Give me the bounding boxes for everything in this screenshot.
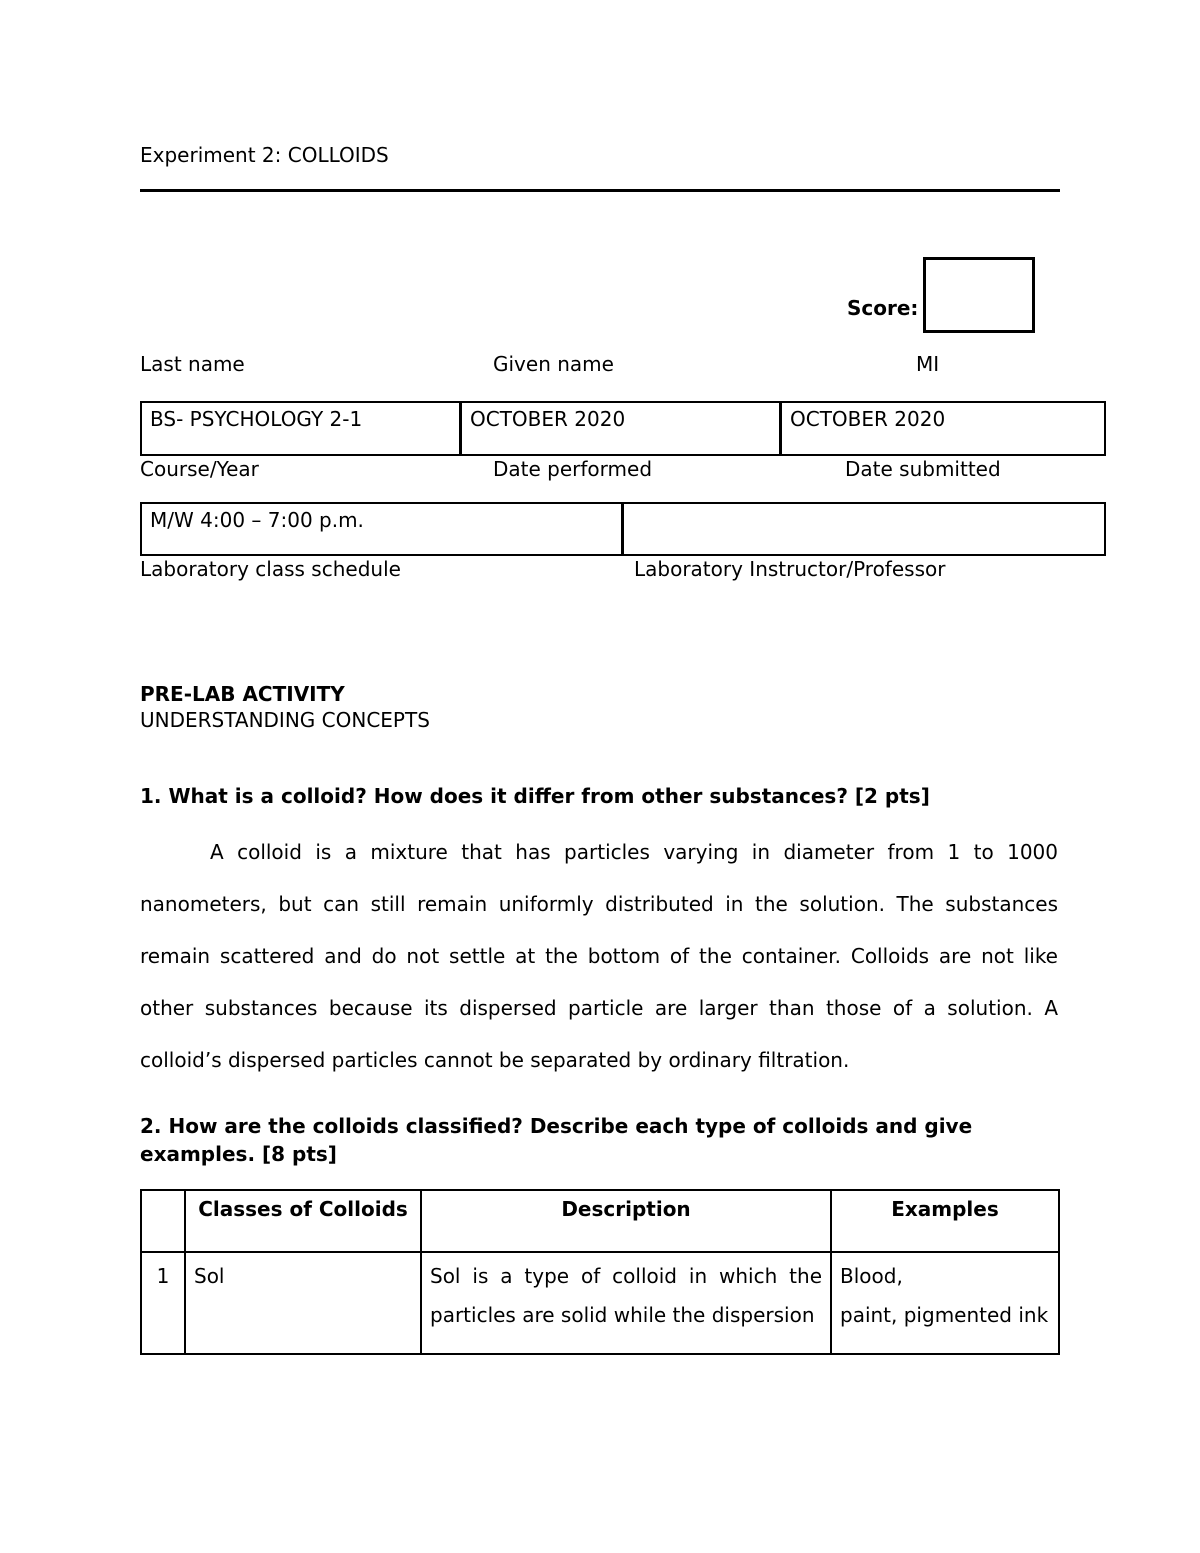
instructor-field[interactable] — [624, 504, 1104, 554]
question-1-answer-text: A colloid is a mixture that has particles varying in diameter from 1 to 1000 nanometers, but can still remain uniformly distributed in the solution. The substances remain scattered and do not settle at the bottom of the container. Colloids are not like other substances because its dispersed particle are larger than those of a solution. A colloid’s dispersed particles cannot be separated by ordinary filtration. — [140, 840, 1058, 1072]
table-row — [141, 1252, 1059, 1354]
date-performed-label: Date performed — [493, 457, 653, 481]
last-name-label: Last name — [140, 352, 245, 376]
question-1-answer — [140, 826, 1058, 1086]
row-class: Sol — [185, 1252, 421, 1354]
mi-label: MI — [916, 352, 940, 376]
section-subheading: UNDERSTANDING CONCEPTS — [140, 708, 430, 732]
instructor-label: Laboratory Instructor/Professor — [634, 557, 946, 581]
score-box[interactable] — [923, 257, 1035, 333]
date-performed-field[interactable]: OCTOBER 2020 — [462, 403, 782, 454]
table-header-description: Description — [421, 1190, 831, 1252]
row-examples: Blood, paint, pigmented ink — [831, 1252, 1059, 1354]
schedule-label: Laboratory class schedule — [140, 557, 401, 581]
table-header-class: Classes of Colloids — [185, 1190, 421, 1252]
colloid-classes-table — [140, 1189, 1060, 1355]
table-header-num — [141, 1190, 185, 1252]
schedule-field[interactable]: M/W 4:00 – 7:00 p.m. — [142, 504, 624, 554]
section-heading: PRE-LAB ACTIVITY — [140, 682, 345, 706]
schedule-row — [140, 502, 1106, 556]
course-year-field[interactable]: BS- PSYCHOLOGY 2-1 — [142, 403, 462, 454]
score-label: Score: — [847, 296, 919, 320]
page-title: Experiment 2: COLLOIDS — [140, 143, 389, 167]
title-divider — [140, 189, 1060, 192]
course-year-label: Course/Year — [140, 457, 259, 481]
given-name-label: Given name — [493, 352, 614, 376]
question-2-prompt: 2. How are the colloids classified? Describe each type of colloids and give examples. [8 pts] — [140, 1114, 973, 1166]
date-submitted-field[interactable]: OCTOBER 2020 — [790, 407, 946, 431]
table-header-examples: Examples — [831, 1190, 1059, 1252]
question-1-prompt: 1. What is a colloid? How does it differ from other substances? [2 pts] — [140, 784, 930, 808]
course-date-row — [140, 401, 1106, 456]
date-submitted-label: Date submitted — [845, 457, 1001, 481]
row-number: 1 — [141, 1252, 185, 1354]
row-description: Sol is a type of colloid in which the particles are solid while the dispersion — [421, 1252, 831, 1354]
table-header-row — [141, 1190, 1059, 1252]
